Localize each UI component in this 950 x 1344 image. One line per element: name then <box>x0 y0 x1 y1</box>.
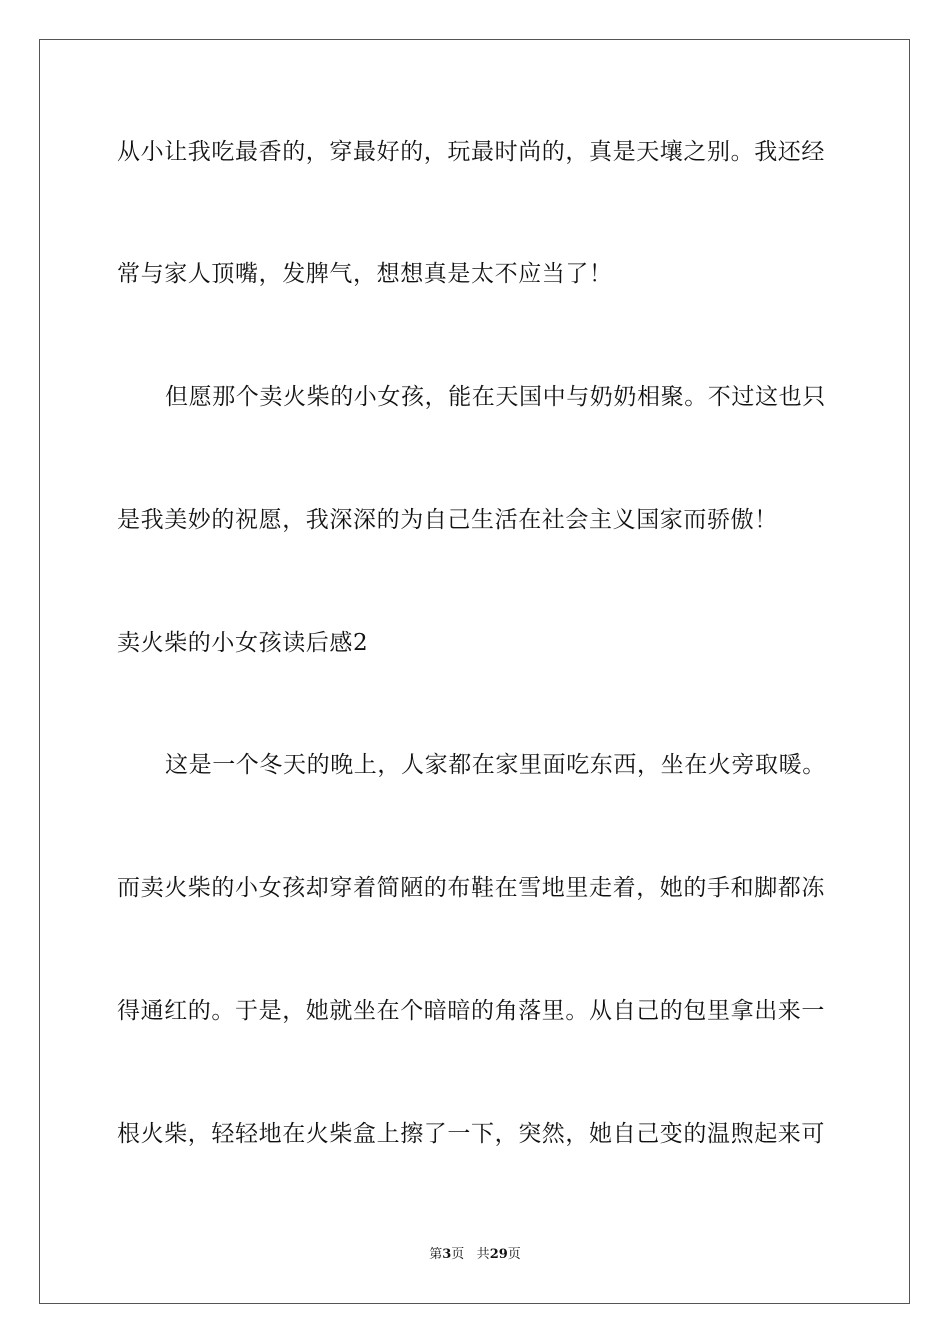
text-line-1: 从小让我吃最香的，穿最好的，玩最时尚的，真是天壤之别。我还经 <box>117 139 825 165</box>
text-line-6: 这是一个冬天的晚上，人家都在家里面吃东西，坐在火旁取暖。 <box>165 752 826 778</box>
text-line-3: 但愿那个卖火柴的小女孩，能在天国中与奶奶相聚。不过这也只 <box>165 384 826 410</box>
text-line-9: 根火柴，轻轻地在火柴盒上擦了一下，突然，她自己变的温煦起来可 <box>117 1121 825 1147</box>
total-suffix: 页 <box>507 1247 521 1262</box>
page-suffix: 页 <box>451 1247 465 1262</box>
page-footer <box>0 1246 950 1264</box>
text-line-8: 得通红的。于是，她就坐在个暗暗的角落里。从自己的包里拿出来一 <box>117 998 825 1024</box>
text-line-2: 常与家人顶嘴，发脾气，想想真是太不应当了！ <box>117 261 613 287</box>
page-prefix: 第 <box>429 1247 443 1262</box>
total-pages-number: 29 <box>489 1247 508 1262</box>
text-line-7: 而卖火柴的小女孩却穿着简陋的布鞋在雪地里走着，她的手和脚都冻 <box>117 875 825 901</box>
current-page-number: 3 <box>442 1247 452 1262</box>
text-line-4: 是我美妙的祝愿，我深深的为自己生活在社会主义国家而骄傲！ <box>117 507 778 533</box>
page-frame <box>39 39 910 1304</box>
section-heading: 卖火柴的小女孩读后感2 <box>117 630 369 656</box>
total-prefix: 共 <box>476 1247 490 1262</box>
